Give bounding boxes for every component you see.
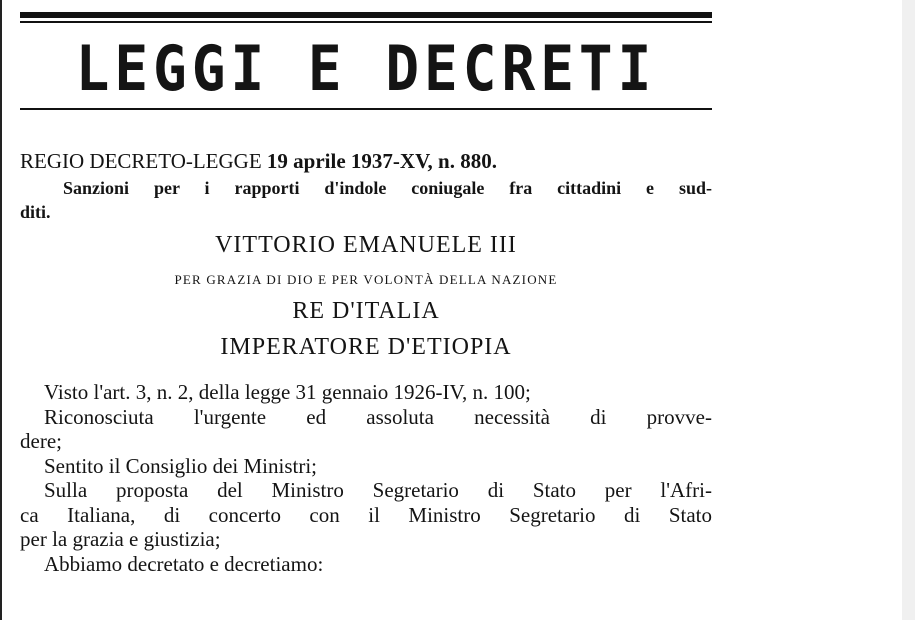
- king-title: RE D'ITALIA: [292, 298, 440, 324]
- preamble-line: ca Italiana, di concerto con il Ministro Segretario di Stato: [20, 502, 712, 527]
- emperor-title: IMPERATORE D'ETIOPIA: [220, 334, 512, 360]
- king-name: VITTORIO EMANUELE III: [215, 232, 517, 258]
- preamble-line: Riconosciuta l'urgente ed assoluta necessità di provve-: [44, 404, 712, 429]
- document-page: [20, 0, 712, 620]
- header-rule-bottom: [20, 108, 712, 110]
- header-rule-thin: [20, 21, 712, 23]
- scan-edge: [0, 0, 2, 620]
- decree-title: [20, 148, 712, 174]
- scrollbar-gutter: [902, 0, 915, 620]
- preamble-line: per la grazia e giustizia;: [20, 527, 221, 551]
- decree-type: REGIO DECRETO-LEGGE: [20, 149, 262, 173]
- decree-preamble: [20, 380, 712, 576]
- grace-formula: PER GRAZIA DI DIO E PER VOLONTÀ DELLA NAZIONE: [174, 272, 558, 287]
- subject-line-2: diti.: [20, 202, 51, 222]
- subject-line-1: Sanzioni per i rapporti d'indole coniugale fra cittadini e sud-: [63, 178, 712, 198]
- preamble-line: Visto l'art. 3, n. 2, della legge 31 gennaio 1926-IV, n. 100;: [44, 380, 531, 404]
- preamble-line: dere;: [20, 429, 62, 453]
- decree-date-number: 19 aprile 1937-XV, n. 880.: [266, 149, 497, 173]
- preamble-line: Sentito il Consiglio dei Ministri;: [44, 453, 318, 478]
- header-rule-thick: [20, 12, 712, 18]
- decree-subject: [20, 176, 712, 224]
- preamble-line: Abbiamo decretato e decretiamo:: [44, 551, 324, 576]
- preamble-line: Sulla proposta del Ministro Segretario di Stato per l'Afri-: [44, 478, 712, 502]
- masthead-title: LEGGI E DECRETI: [75, 33, 657, 106]
